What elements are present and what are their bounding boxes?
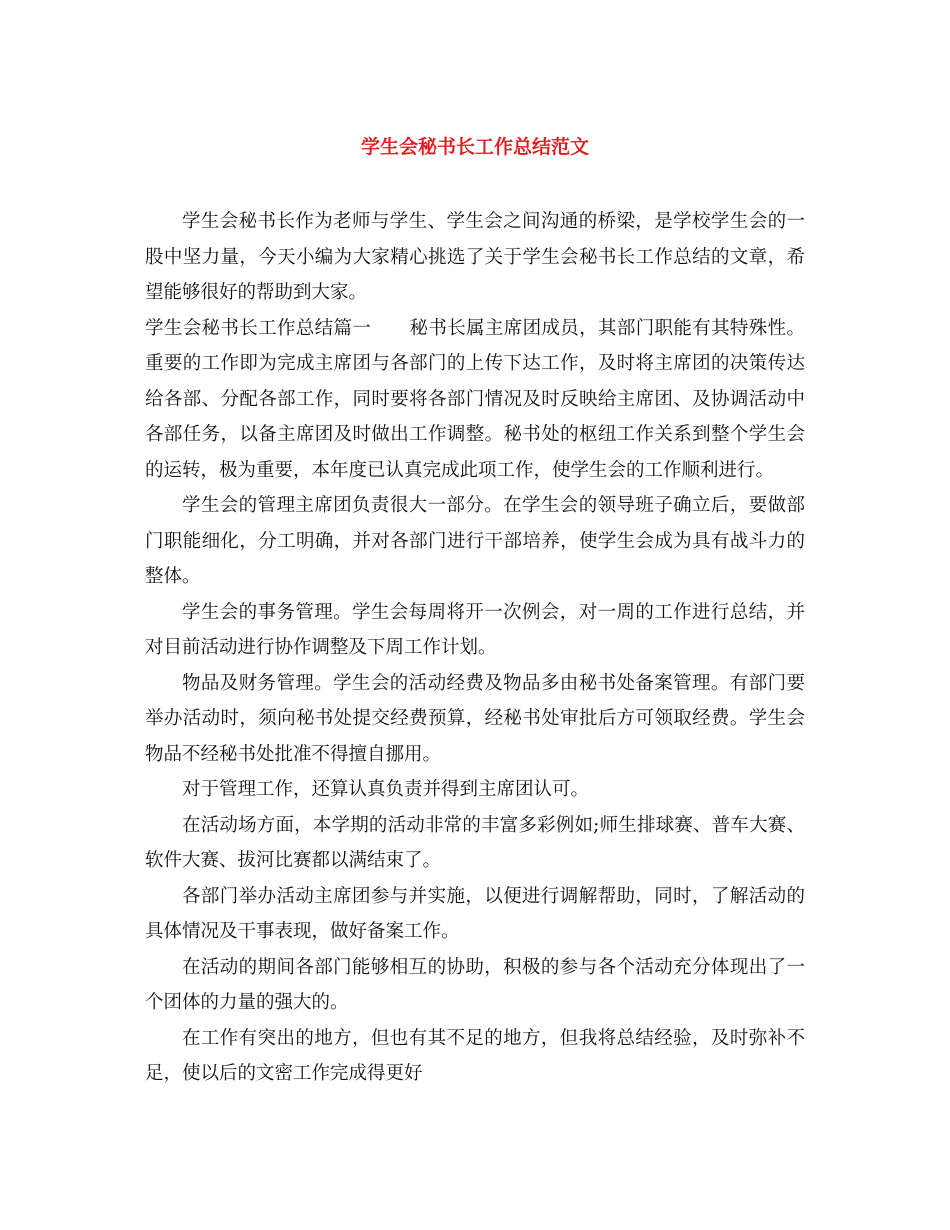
document-body bbox=[145, 204, 805, 1092]
body-paragraph: 在工作有突出的地方，但也有其不足的地方，但我将总结经验，及时弥补不足，使以后的文密工作完成得更好 bbox=[145, 1027, 805, 1084]
section-first-paragraph: 秘书长属主席团成员，其部门职能有其特殊性。重要的工作即为完成主席团与各部门的上传下达工作，及时将主席团的决策传达给各部、分配各部工作，同时要将各部门情况及时反映给主席团、及协调活动中各部任务，以备主席团及时做出工作调整。秘书处的枢纽工作关系到整个学生会的运转，极为重要，本年度已认真完成此项工作，使学生会的工作顺利进行。 bbox=[145, 317, 805, 481]
body-paragraph: 学生会的事务管理。学生会每周将开一次例会，对一周的工作进行总结，并对目前活动进行协作调整及下周工作计划。 bbox=[145, 601, 805, 658]
body-paragraph: 物品及财务管理。学生会的活动经费及物品多由秘书处备案管理。有部门要举办活动时，须向秘书处提交经费预算，经秘书处审批后方可领取经费。学生会物品不经秘书处批准不得擅自挪用。 bbox=[145, 672, 805, 765]
document-title: 学生会秘书长工作总结范文 bbox=[360, 136, 589, 158]
body-paragraph: 学生会的管理主席团负责很大一部分。在学生会的领导班子确立后，要做部门职能细化，分工明确，并对各部门进行干部培养，使学生会成为具有战斗力的整体。 bbox=[145, 495, 805, 587]
section-block bbox=[145, 311, 805, 489]
body-paragraph: 在活动的期间各部门能够相互的协助，积极的参与各个活动充分体现出了一个团体的力量的强大的。 bbox=[145, 956, 805, 1013]
body-paragraph: 在活动场方面，本学期的活动非常的丰富多彩例如;师生排球赛、普车大赛、软件大赛、拔河比赛都以满结束了。 bbox=[145, 814, 805, 871]
intro-paragraph: 学生会秘书长作为老师与学生、学生会之间沟通的桥梁，是学校学生会的一股中坚力量，今天小编为大家精心挑选了关于学生会秘书长工作总结的文章，希望能够很好的帮助到大家。 bbox=[145, 211, 805, 303]
body-paragraph: 对于管理工作，还算认真负责并得到主席团认可。 bbox=[182, 779, 590, 800]
body-paragraph: 各部门举办活动主席团参与并实施，以便进行调解帮助，同时，了解活动的具体情况及干事表现，做好备案工作。 bbox=[145, 885, 805, 942]
section-heading: 学生会秘书长工作总结篇一 bbox=[145, 317, 372, 339]
